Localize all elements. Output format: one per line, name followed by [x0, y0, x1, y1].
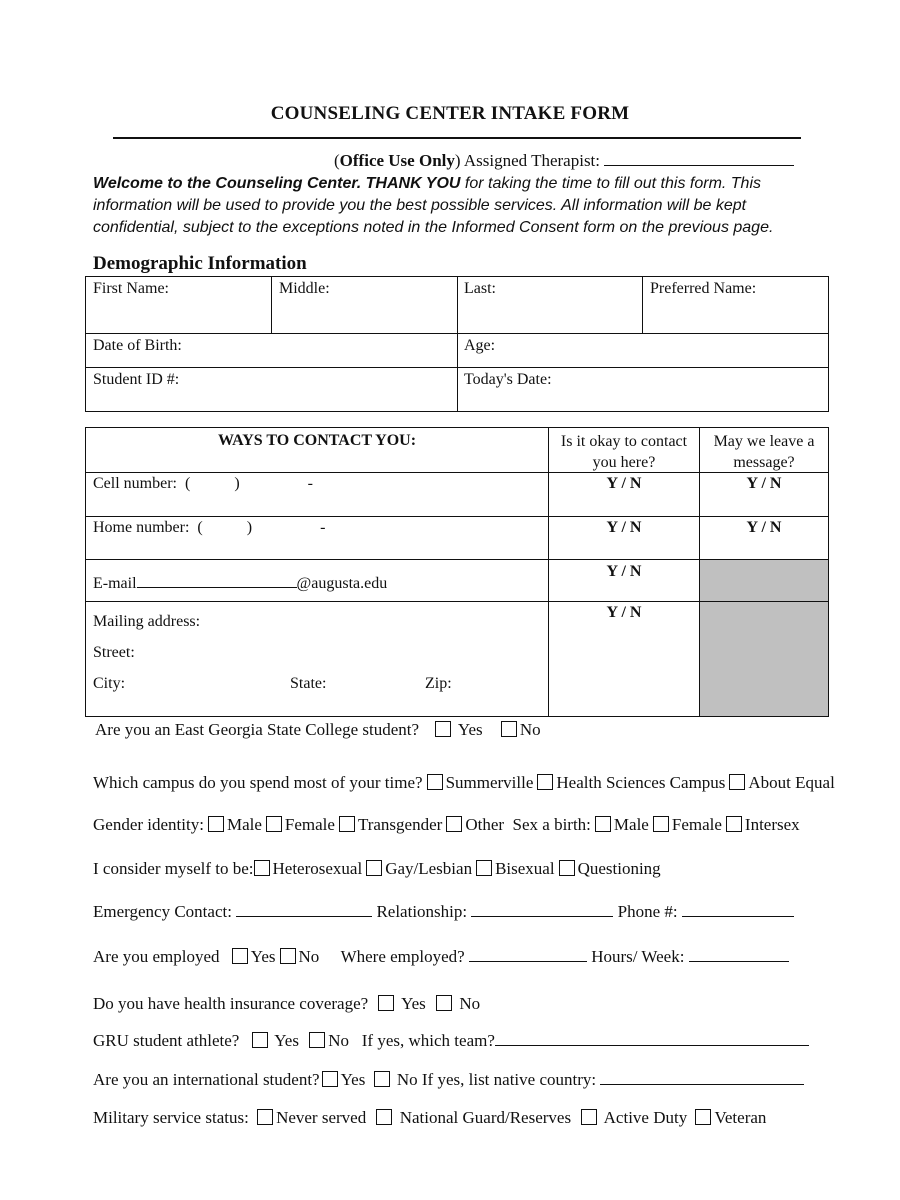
heterosexual-checkbox[interactable]: [254, 860, 270, 876]
demo-line: [457, 276, 458, 412]
student-id-field[interactable]: Student ID #:: [93, 371, 180, 388]
insurance-no-label: No: [459, 994, 481, 1013]
transgender-label: Transgender: [357, 815, 443, 834]
home-number-field[interactable]: Home number: ( ) -: [93, 519, 326, 536]
questioning-label: Questioning: [577, 859, 661, 878]
about-equal-checkbox[interactable]: [729, 774, 745, 790]
never-served-label: Never served: [276, 1108, 367, 1127]
egsc-no-checkbox[interactable]: [501, 721, 517, 737]
orientation-label: I consider myself to be:: [93, 859, 254, 878]
hours-field[interactable]: [689, 947, 789, 962]
employed-yes-checkbox[interactable]: [232, 948, 248, 964]
national-guard-checkbox[interactable]: [376, 1109, 392, 1125]
campus-label: Which campus do you spend most of your time?: [93, 773, 423, 792]
athlete-no-label: No: [328, 1031, 350, 1050]
city-field[interactable]: City:: [93, 675, 126, 692]
insurance-yes-checkbox[interactable]: [378, 995, 394, 1011]
email-domain: @augusta.edu: [296, 575, 388, 592]
about-equal-label: About Equal: [748, 773, 835, 792]
welcome-bold: Welcome to the Counseling Center. THANK YOU: [93, 175, 461, 192]
birth-female-checkbox[interactable]: [653, 816, 669, 832]
active-duty-checkbox[interactable]: [581, 1109, 597, 1125]
athlete-yes-checkbox[interactable]: [252, 1032, 268, 1048]
native-country-label: If yes, list native country:: [421, 1070, 597, 1089]
middle-name-field[interactable]: Middle:: [279, 280, 330, 297]
col-leave-message: May we leave a message?: [713, 433, 815, 471]
birth-male-label: Male: [613, 815, 649, 834]
intersex-label: Intersex: [744, 815, 800, 834]
contact-line: [85, 427, 86, 717]
egsc-question: [95, 720, 541, 740]
where-employed-label: Where employed?: [340, 947, 465, 966]
transgender-checkbox[interactable]: [339, 816, 355, 832]
yn-mail-contact[interactable]: Y / N: [606, 604, 642, 621]
egsc-yes-checkbox[interactable]: [435, 721, 451, 737]
veteran-label: Veteran: [714, 1108, 767, 1127]
email-label: E-mail: [93, 575, 137, 592]
office-use-line: (Office Use Only) Assigned Therapist:: [334, 151, 794, 171]
yn-home-contact[interactable]: Y / N: [606, 519, 642, 536]
female-label: Female: [284, 815, 335, 834]
first-name-field[interactable]: First Name:: [93, 280, 169, 297]
assigned-therapist-label: Assigned Therapist:: [463, 151, 601, 170]
veteran-checkbox[interactable]: [695, 1109, 711, 1125]
insurance-yes-label: Yes: [401, 994, 426, 1013]
yn-email-contact[interactable]: Y / N: [606, 563, 642, 580]
bisexual-checkbox[interactable]: [476, 860, 492, 876]
welcome-paragraph: [93, 173, 813, 239]
gender-question: [93, 815, 800, 835]
military-label: Military service status:: [93, 1108, 249, 1127]
athlete-no-checkbox[interactable]: [309, 1032, 325, 1048]
demo-line: [85, 276, 86, 412]
gray-shaded-cell: [700, 560, 828, 716]
email-field[interactable]: [93, 573, 387, 593]
todays-date-field[interactable]: Today's Date:: [464, 371, 552, 388]
never-served-checkbox[interactable]: [257, 1109, 273, 1125]
where-employed-field[interactable]: [469, 947, 587, 962]
native-country-field[interactable]: [600, 1070, 804, 1085]
active-duty-label: Active Duty: [603, 1108, 688, 1127]
demo-line: [642, 276, 643, 334]
summerville-label: Summerville: [445, 773, 534, 792]
intersex-checkbox[interactable]: [726, 816, 742, 832]
athlete-yes-label: Yes: [274, 1031, 299, 1050]
contact-line: [85, 427, 829, 428]
orientation-question: [93, 859, 661, 879]
gay-checkbox[interactable]: [366, 860, 382, 876]
contact-heading: WAYS TO CONTACT YOU:: [217, 432, 417, 449]
zip-field[interactable]: Zip:: [425, 675, 452, 692]
health-sciences-checkbox[interactable]: [537, 774, 553, 790]
insurance-no-checkbox[interactable]: [436, 995, 452, 1011]
male-label: Male: [226, 815, 262, 834]
which-team-label: If yes, which team?: [361, 1031, 495, 1050]
insurance-label: Do you have health insurance coverage?: [93, 994, 369, 1013]
emergency-field[interactable]: [236, 902, 372, 917]
athlete-line: [93, 1031, 809, 1051]
athlete-label: GRU student athlete?: [93, 1031, 240, 1050]
birth-male-checkbox[interactable]: [595, 816, 611, 832]
other-label: Other: [465, 815, 505, 834]
cell-number-field[interactable]: Cell number: ( ) -: [93, 475, 313, 492]
campus-question: [93, 773, 835, 793]
female-checkbox[interactable]: [266, 816, 282, 832]
demo-line: [271, 276, 272, 334]
summerville-checkbox[interactable]: [427, 774, 443, 790]
employed-no-label: No: [298, 947, 320, 966]
insurance-line: [93, 994, 480, 1014]
relationship-label: Relationship:: [376, 902, 468, 921]
age-field[interactable]: Age:: [464, 337, 496, 354]
international-yes-label: Yes: [340, 1070, 366, 1089]
phone-field[interactable]: [682, 902, 794, 917]
contact-line: [828, 427, 829, 717]
international-line: [93, 1070, 804, 1090]
emergency-label: Emergency Contact:: [93, 902, 232, 921]
which-team-field[interactable]: [495, 1031, 809, 1046]
international-yes-checkbox[interactable]: [322, 1071, 338, 1087]
last-name-field[interactable]: Last:: [464, 280, 496, 297]
egsc-yes-label: Yes: [457, 720, 483, 739]
egsc-no-label: No: [519, 720, 541, 739]
contact-line: [85, 601, 829, 602]
bisexual-label: Bisexual: [495, 859, 555, 878]
gender-label: Gender identity:: [93, 815, 204, 834]
yn-cell-contact[interactable]: Y / N: [606, 475, 642, 492]
birth-female-label: Female: [671, 815, 722, 834]
mailing-address-label: Mailing address:: [93, 613, 201, 630]
demographic-heading: Demographic Information: [93, 253, 307, 274]
emergency-line: [93, 902, 794, 922]
state-field[interactable]: State:: [290, 675, 327, 692]
preferred-name-field[interactable]: Preferred Name:: [650, 280, 757, 297]
yn-cell-message[interactable]: Y / N: [746, 475, 782, 492]
egsc-label: Are you an East Georgia State College student?: [95, 720, 420, 739]
sex-birth-label: Sex a birth:: [512, 815, 591, 834]
street-field[interactable]: Street:: [93, 644, 135, 661]
gay-label: Gay/Lesbian: [385, 859, 473, 878]
employed-yes-label: Yes: [250, 947, 276, 966]
form-title: COUNSELING CENTER INTAKE FORM: [270, 103, 630, 124]
international-no-label: No: [396, 1070, 418, 1089]
office-use-label: Office Use Only: [339, 151, 455, 170]
email-blank[interactable]: [137, 573, 297, 588]
relationship-field[interactable]: [471, 902, 613, 917]
welcome-text: for taking the time to fill out this form. This information will be used to provide you the best possible services. All information will be kept confidential, subject to the exceptions noted in the Informed Consent form on the previous page.: [93, 175, 774, 236]
employed-line: [93, 947, 789, 967]
col-ok-contact: Is it okay to contact you here?: [560, 433, 688, 471]
other-checkbox[interactable]: [446, 816, 462, 832]
employed-label: Are you employed: [93, 947, 220, 966]
assigned-therapist-field[interactable]: [604, 151, 794, 166]
questioning-checkbox[interactable]: [559, 860, 575, 876]
phone-label: Phone #:: [617, 902, 678, 921]
dob-field[interactable]: Date of Birth:: [93, 337, 182, 354]
contact-line: [85, 716, 829, 717]
heterosexual-label: Heterosexual: [272, 859, 363, 878]
employed-no-checkbox[interactable]: [280, 948, 296, 964]
demo-line: [828, 276, 829, 412]
yn-home-message[interactable]: Y / N: [746, 519, 782, 536]
international-no-checkbox[interactable]: [374, 1071, 390, 1087]
title-rule: [113, 137, 801, 139]
contact-line: [85, 559, 829, 560]
contact-line: [85, 516, 829, 517]
military-line: [93, 1108, 766, 1128]
international-label: Are you an international student?: [93, 1070, 320, 1089]
national-guard-label: National Guard/Reserves: [399, 1108, 572, 1127]
hours-label: Hours/ Week:: [591, 947, 685, 966]
male-checkbox[interactable]: [208, 816, 224, 832]
health-sciences-label: Health Sciences Campus: [556, 773, 726, 792]
